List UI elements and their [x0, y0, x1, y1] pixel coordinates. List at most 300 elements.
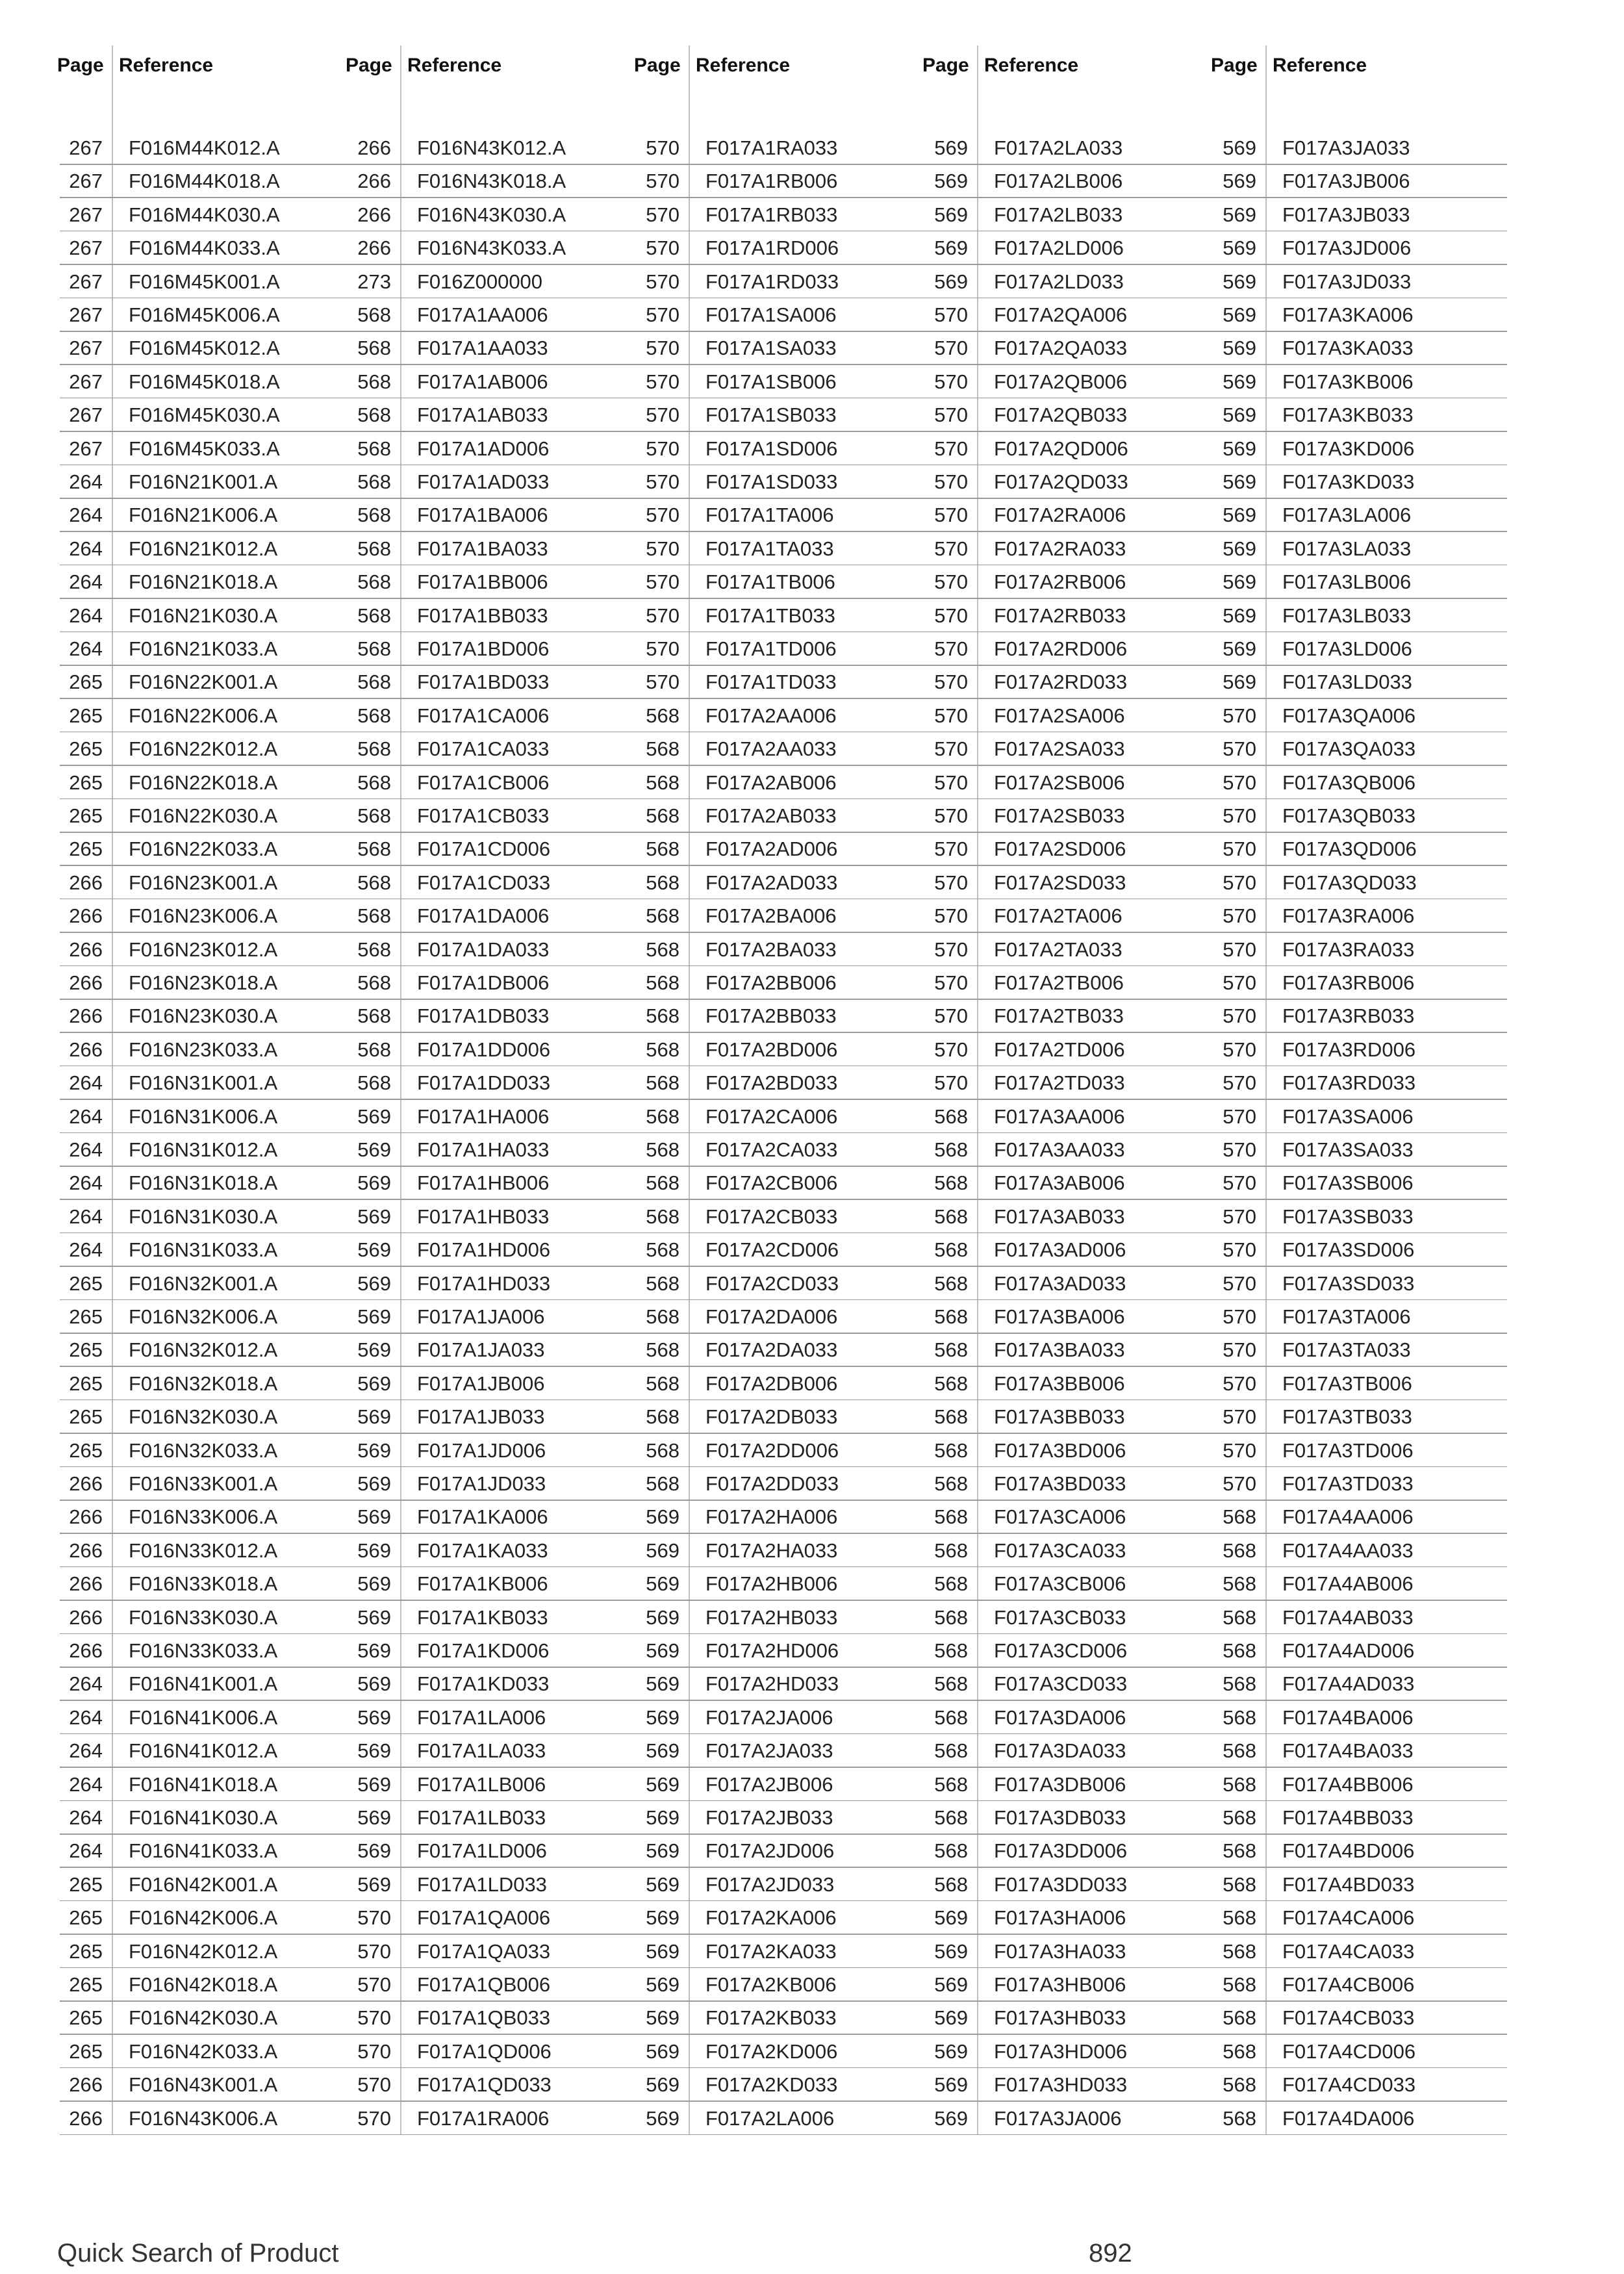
row-page-number: 569 [934, 1906, 968, 1930]
row-page-number: 568 [357, 470, 391, 493]
row-page-number: 570 [934, 437, 968, 460]
row-reference: F017A1JB033 [417, 1405, 545, 1429]
row-reference: F016N41K001.A [129, 1672, 278, 1696]
row-page-number: 568 [357, 904, 391, 928]
row-page-number: 570 [1223, 1338, 1256, 1362]
row-separator [60, 1733, 1507, 1735]
row-page-number: 568 [357, 1004, 391, 1028]
row-reference: F017A4AB006 [1282, 1572, 1414, 1596]
row-reference: F017A2AA006 [705, 704, 837, 727]
row-reference: F017A2RB033 [994, 604, 1126, 627]
row-page-number: 570 [646, 370, 679, 393]
row-page-number: 568 [646, 1338, 679, 1362]
row-reference: F017A2QA006 [994, 303, 1128, 326]
row-separator [60, 665, 1507, 666]
row-reference: F017A1HD006 [417, 1238, 551, 1262]
row-reference: F017A2DA006 [705, 1305, 838, 1328]
row-page-number: 570 [646, 570, 679, 594]
row-reference: F017A2KB006 [705, 1973, 837, 1996]
row-page-number: 568 [357, 704, 391, 727]
row-separator [60, 899, 1507, 900]
row-reference: F017A3LA006 [1282, 504, 1412, 527]
row-page-number: 570 [934, 804, 968, 827]
row-reference: F017A2CD006 [705, 1238, 839, 1262]
row-page-number: 570 [357, 2073, 391, 2097]
row-separator [60, 264, 1507, 265]
row-page-number: 569 [357, 1205, 391, 1228]
row-page-number: 570 [934, 771, 968, 794]
row-separator [60, 1833, 1507, 1835]
row-page-number: 570 [1223, 971, 1256, 994]
row-page-number: 568 [357, 504, 391, 527]
row-page-number: 568 [357, 303, 391, 326]
row-page-number: 568 [934, 1839, 968, 1863]
row-page-number: 266 [69, 1572, 103, 1596]
row-page-number: 266 [69, 871, 103, 894]
row-reference: F016N22K001.A [129, 671, 278, 694]
row-reference: F017A1HD033 [417, 1271, 551, 1295]
row-reference: F017A1DA033 [417, 938, 550, 961]
row-page-number: 569 [934, 2039, 968, 2063]
row-reference: F017A1DD033 [417, 1071, 551, 1095]
row-reference: F017A4AD006 [1282, 1639, 1415, 1662]
row-reference: F016N22K006.A [129, 704, 278, 727]
row-reference: F016M44K012.A [129, 136, 280, 159]
row-reference: F017A2JB006 [705, 1772, 833, 1796]
row-reference: F017A4AA006 [1282, 1505, 1414, 1529]
row-reference: F017A4BD006 [1282, 1839, 1415, 1863]
row-reference: F017A1AD033 [417, 470, 550, 493]
row-reference: F017A2BD006 [705, 1038, 838, 1061]
row-reference: F017A2JD006 [705, 1839, 835, 1863]
row-page-number: 264 [69, 604, 103, 627]
row-page-number: 569 [1223, 604, 1256, 627]
row-reference: F017A1QB006 [417, 1973, 551, 1996]
row-page-number: 266 [69, 1539, 103, 1562]
row-page-number: 267 [69, 270, 103, 293]
row-page-number: 570 [646, 270, 679, 293]
row-reference: F017A3HA033 [994, 1939, 1126, 1963]
row-reference: F017A3AB033 [994, 1205, 1125, 1228]
row-reference: F017A4CD006 [1282, 2039, 1416, 2063]
row-page-number: 568 [1223, 2106, 1256, 2130]
row-separator [60, 1333, 1507, 1334]
row-separator [60, 732, 1507, 733]
row-reference: F017A3KB033 [1282, 403, 1414, 427]
column-header-page: Page [346, 55, 392, 76]
row-page-number: 568 [646, 1472, 679, 1495]
row-reference: F016N42K030.A [129, 2006, 278, 2030]
row-page-number: 569 [934, 270, 968, 293]
row-page-number: 569 [357, 1639, 391, 1662]
row-page-number: 265 [69, 1271, 103, 1295]
row-page-number: 568 [357, 671, 391, 694]
row-reference: F017A3QB006 [1282, 771, 1416, 794]
row-page-number: 570 [357, 2006, 391, 2030]
row-reference: F017A1LA006 [417, 1706, 546, 1729]
row-page-number: 264 [69, 1071, 103, 1095]
row-reference: F017A3DB033 [994, 1806, 1126, 1829]
row-reference: F016N43K001.A [129, 2073, 278, 2097]
row-page-number: 569 [1223, 170, 1256, 193]
row-reference: F017A2SA006 [994, 704, 1125, 727]
row-page-number: 570 [934, 303, 968, 326]
row-page-number: 570 [646, 604, 679, 627]
row-reference: F017A1KB033 [417, 1605, 548, 1629]
row-reference: F016N21K030.A [129, 604, 278, 627]
row-page-number: 265 [69, 771, 103, 794]
row-reference: F016N31K033.A [129, 1238, 278, 1262]
row-reference: F017A3HD033 [994, 2073, 1128, 2097]
row-reference: F016N23K033.A [129, 1038, 278, 1061]
row-reference: F016N41K006.A [129, 1706, 278, 1729]
row-reference: F016N41K018.A [129, 1772, 278, 1796]
row-reference: F017A3CD033 [994, 1672, 1128, 1696]
row-reference: F017A3BA006 [994, 1305, 1125, 1328]
row-reference: F017A3JB033 [1282, 203, 1410, 226]
row-page-number: 568 [934, 1806, 968, 1829]
row-reference: F017A2RD006 [994, 637, 1128, 660]
row-reference: F017A1AD006 [417, 437, 550, 460]
row-separator [60, 498, 1507, 499]
row-page-number: 265 [69, 1305, 103, 1328]
row-page-number: 568 [646, 1205, 679, 1228]
row-page-number: 568 [646, 1405, 679, 1429]
row-page-number: 266 [69, 1004, 103, 1028]
row-reference: F016N43K012.A [417, 136, 566, 159]
row-reference: F017A3JB006 [1282, 170, 1410, 193]
row-reference: F017A3BD006 [994, 1438, 1126, 1462]
row-reference: F016N32K012.A [129, 1338, 278, 1362]
row-separator [60, 865, 1507, 866]
row-reference: F016M45K018.A [129, 370, 280, 393]
row-reference: F017A2KB033 [705, 2006, 837, 2030]
row-reference: F017A3AA006 [994, 1105, 1125, 1128]
row-reference: F017A1QD006 [417, 2039, 552, 2063]
row-reference: F017A2DB006 [705, 1372, 838, 1395]
row-reference: F017A2SD006 [994, 837, 1126, 861]
row-separator [60, 1900, 1507, 1902]
row-separator [60, 632, 1507, 633]
row-page-number: 569 [646, 1672, 679, 1696]
row-reference: F017A1SB033 [705, 403, 837, 427]
row-page-number: 266 [69, 904, 103, 928]
row-page-number: 568 [1223, 2039, 1256, 2063]
row-page-number: 569 [357, 1305, 391, 1328]
row-separator [60, 598, 1507, 599]
row-reference: F016N23K012.A [129, 938, 278, 961]
row-page-number: 265 [69, 804, 103, 827]
row-reference: F017A2JA033 [705, 1739, 833, 1763]
row-reference: F016N23K018.A [129, 971, 278, 994]
row-page-number: 570 [357, 1939, 391, 1963]
row-reference: F016N32K001.A [129, 1271, 278, 1295]
row-page-number: 569 [934, 1939, 968, 1963]
row-page-number: 569 [357, 1405, 391, 1429]
row-page-number: 568 [646, 1372, 679, 1395]
row-page-number: 568 [934, 1171, 968, 1195]
row-page-number: 570 [934, 1004, 968, 1028]
row-page-number: 568 [934, 1539, 968, 1562]
row-reference: F016N42K001.A [129, 1872, 278, 1896]
row-separator [60, 565, 1507, 566]
row-page-number: 264 [69, 504, 103, 527]
row-reference: F016N42K018.A [129, 1973, 278, 1996]
row-reference: F016N42K012.A [129, 1939, 278, 1963]
row-page-number: 569 [357, 1706, 391, 1729]
row-page-number: 569 [357, 1438, 391, 1462]
row-reference: F017A2RA033 [994, 537, 1126, 560]
row-page-number: 570 [1223, 1405, 1256, 1429]
row-reference: F017A2BA033 [705, 938, 837, 961]
row-page-number: 569 [1223, 637, 1256, 660]
row-page-number: 569 [357, 1372, 391, 1395]
row-reference: F017A3TB006 [1282, 1372, 1412, 1395]
row-page-number: 570 [934, 403, 968, 427]
row-reference: F017A1BD033 [417, 671, 550, 694]
row-reference: F016N32K030.A [129, 1405, 278, 1429]
row-page-number: 568 [357, 403, 391, 427]
row-page-number: 570 [934, 871, 968, 894]
row-reference: F017A1CA006 [417, 704, 550, 727]
row-separator [60, 2134, 1507, 2136]
row-reference: F017A3RB033 [1282, 1004, 1415, 1028]
row-page-number: 568 [646, 737, 679, 761]
row-reference: F017A1LA033 [417, 1739, 546, 1763]
row-page-number: 568 [934, 1105, 968, 1128]
row-separator [60, 531, 1507, 532]
row-reference: F017A3QD033 [1282, 871, 1417, 894]
row-reference: F016N21K018.A [129, 570, 278, 594]
row-page-number: 570 [1223, 871, 1256, 894]
row-reference: F017A1RD006 [705, 236, 839, 260]
row-page-number: 266 [69, 1639, 103, 1662]
row-reference: F017A2DD006 [705, 1438, 839, 1462]
row-reference: F017A2SD033 [994, 871, 1126, 894]
row-page-number: 568 [646, 904, 679, 928]
row-page-number: 569 [646, 1906, 679, 1930]
row-page-number: 570 [1223, 771, 1256, 794]
row-page-number: 569 [357, 1739, 391, 1763]
row-reference: F017A2AD033 [705, 871, 838, 894]
row-separator [60, 1233, 1507, 1234]
row-page-number: 570 [357, 1906, 391, 1930]
row-separator [60, 2000, 1507, 2002]
row-reference: F017A3QB033 [1282, 804, 1416, 827]
row-reference: F017A4CA006 [1282, 1906, 1415, 1930]
row-separator [60, 197, 1507, 198]
row-reference: F017A2TA006 [994, 904, 1123, 928]
row-page-number: 265 [69, 704, 103, 727]
row-reference: F017A2SA033 [994, 737, 1125, 761]
row-reference: F016N33K006.A [129, 1505, 278, 1529]
row-page-number: 570 [1223, 804, 1256, 827]
row-reference: F017A1RA033 [705, 136, 838, 159]
row-reference: F016M44K030.A [129, 203, 280, 226]
row-reference: F017A3BB006 [994, 1372, 1125, 1395]
row-page-number: 266 [69, 1605, 103, 1629]
row-reference: F016N31K001.A [129, 1071, 278, 1095]
column-header-page: Page [922, 55, 969, 76]
row-page-number: 267 [69, 303, 103, 326]
row-reference: F017A3CD006 [994, 1639, 1128, 1662]
column-separator [977, 45, 978, 2135]
row-page-number: 570 [646, 504, 679, 527]
row-reference: F017A1AA033 [417, 337, 548, 360]
row-page-number: 570 [1223, 1438, 1256, 1462]
row-separator [60, 1433, 1507, 1434]
row-reference: F017A1SD033 [705, 470, 838, 493]
row-reference: F017A2RA006 [994, 504, 1126, 527]
row-reference: F017A3BB033 [994, 1405, 1125, 1429]
row-page-number: 568 [934, 1138, 968, 1161]
row-reference: F017A2TB006 [994, 971, 1124, 994]
row-page-number: 264 [69, 570, 103, 594]
row-reference: F017A4BD033 [1282, 1872, 1415, 1896]
row-reference: F016M44K018.A [129, 170, 280, 193]
row-reference: F017A1HB006 [417, 1171, 550, 1195]
row-reference: F017A1AB006 [417, 370, 548, 393]
row-page-number: 569 [934, 1973, 968, 1996]
row-page-number: 568 [1223, 1939, 1256, 1963]
row-reference: F017A2TD006 [994, 1038, 1125, 1061]
row-reference: F017A3JD006 [1282, 236, 1412, 260]
row-reference: F017A3TA006 [1282, 1305, 1411, 1328]
row-reference: F016N42K033.A [129, 2039, 278, 2063]
column-header-reference: Reference [407, 55, 502, 76]
row-page-number: 266 [357, 136, 391, 159]
row-reference: F016N41K033.A [129, 1839, 278, 1863]
row-reference: F017A3KB006 [1282, 370, 1414, 393]
row-page-number: 569 [357, 1539, 391, 1562]
row-reference: F017A2AA033 [705, 737, 837, 761]
row-page-number: 569 [934, 136, 968, 159]
row-reference: F017A3QA006 [1282, 704, 1416, 727]
row-reference: F017A2HD033 [705, 1672, 839, 1696]
row-reference: F017A3DB006 [994, 1772, 1126, 1796]
row-page-number: 265 [69, 837, 103, 861]
row-page-number: 568 [1223, 2073, 1256, 2097]
row-page-number: 569 [646, 1639, 679, 1662]
row-page-number: 568 [1223, 1839, 1256, 1863]
row-reference: F017A1RA006 [417, 2106, 550, 2130]
row-page-number: 265 [69, 1872, 103, 1896]
footer-title: Quick Search of Product [57, 2239, 339, 2268]
row-reference: F017A2QA033 [994, 337, 1128, 360]
row-reference: F017A2BB033 [705, 1004, 837, 1028]
column-separator [400, 45, 401, 2135]
row-page-number: 568 [1223, 1572, 1256, 1596]
row-reference: F017A3TD033 [1282, 1472, 1414, 1495]
row-reference: F016N21K001.A [129, 470, 278, 493]
row-reference: F017A1QA006 [417, 1906, 551, 1930]
row-page-number: 570 [646, 337, 679, 360]
row-reference: F016N22K012.A [129, 737, 278, 761]
row-page-number: 570 [357, 2039, 391, 2063]
row-reference: F017A1HA033 [417, 1138, 550, 1161]
row-reference: F017A1CD006 [417, 837, 551, 861]
row-page-number: 570 [1223, 938, 1256, 961]
row-reference: F017A1HA006 [417, 1105, 550, 1128]
row-reference: F017A3RA006 [1282, 904, 1415, 928]
row-reference: F017A3RA033 [1282, 938, 1415, 961]
row-reference: F017A2CA033 [705, 1138, 838, 1161]
row-page-number: 570 [1223, 704, 1256, 727]
row-page-number: 264 [69, 1238, 103, 1262]
row-reference: F017A2KD006 [705, 2039, 838, 2063]
row-reference: F016N22K018.A [129, 771, 278, 794]
row-reference: F016M44K033.A [129, 236, 280, 260]
row-page-number: 568 [646, 1071, 679, 1095]
row-reference: F016N22K033.A [129, 837, 278, 861]
row-page-number: 569 [357, 1839, 391, 1863]
row-reference: F016N33K033.A [129, 1639, 278, 1662]
row-separator [60, 965, 1507, 967]
row-page-number: 568 [357, 570, 391, 594]
row-page-number: 569 [646, 2006, 679, 2030]
row-reference: F017A1JA033 [417, 1338, 545, 1362]
row-page-number: 569 [934, 2106, 968, 2130]
row-page-number: 569 [646, 1839, 679, 1863]
row-page-number: 569 [1223, 437, 1256, 460]
row-reference: F017A2JB033 [705, 1806, 833, 1829]
row-page-number: 569 [357, 1505, 391, 1529]
column-header-reference: Reference [696, 55, 791, 76]
row-reference: F016N23K001.A [129, 871, 278, 894]
row-page-number: 570 [646, 470, 679, 493]
row-reference: F017A3BD033 [994, 1472, 1126, 1495]
row-reference: F017A3AA033 [994, 1138, 1125, 1161]
row-reference: F017A3LA033 [1282, 537, 1412, 560]
row-reference: F016N23K030.A [129, 1004, 278, 1028]
row-page-number: 569 [646, 1939, 679, 1963]
row-separator [60, 1166, 1507, 1167]
row-page-number: 568 [934, 1605, 968, 1629]
row-page-number: 264 [69, 470, 103, 493]
row-page-number: 266 [357, 203, 391, 226]
row-page-number: 267 [69, 203, 103, 226]
row-page-number: 266 [357, 170, 391, 193]
row-separator [60, 698, 1507, 699]
row-page-number: 264 [69, 537, 103, 560]
row-page-number: 267 [69, 437, 103, 460]
column-separator [689, 45, 690, 2135]
row-page-number: 265 [69, 1438, 103, 1462]
row-page-number: 266 [69, 971, 103, 994]
footer-page-number: 892 [1089, 2239, 1132, 2268]
row-page-number: 266 [69, 1472, 103, 1495]
row-page-number: 570 [934, 837, 968, 861]
row-reference: F017A1BA033 [417, 537, 548, 560]
row-page-number: 570 [1223, 1138, 1256, 1161]
row-page-number: 568 [1223, 1739, 1256, 1763]
row-reference: F017A1LD006 [417, 1839, 547, 1863]
row-separator [60, 1299, 1507, 1301]
row-page-number: 568 [1223, 1605, 1256, 1629]
row-page-number: 569 [357, 1271, 391, 1295]
row-page-number: 570 [646, 203, 679, 226]
row-page-number: 569 [646, 1772, 679, 1796]
row-page-number: 569 [646, 2039, 679, 2063]
row-page-number: 570 [646, 236, 679, 260]
row-reference: F017A3CA033 [994, 1539, 1126, 1562]
row-page-number: 568 [1223, 1906, 1256, 1930]
row-reference: F017A2CD033 [705, 1271, 839, 1295]
row-separator [60, 1867, 1507, 1868]
row-page-number: 569 [1223, 303, 1256, 326]
row-page-number: 570 [1223, 1105, 1256, 1128]
row-reference: F017A3AB006 [994, 1171, 1125, 1195]
